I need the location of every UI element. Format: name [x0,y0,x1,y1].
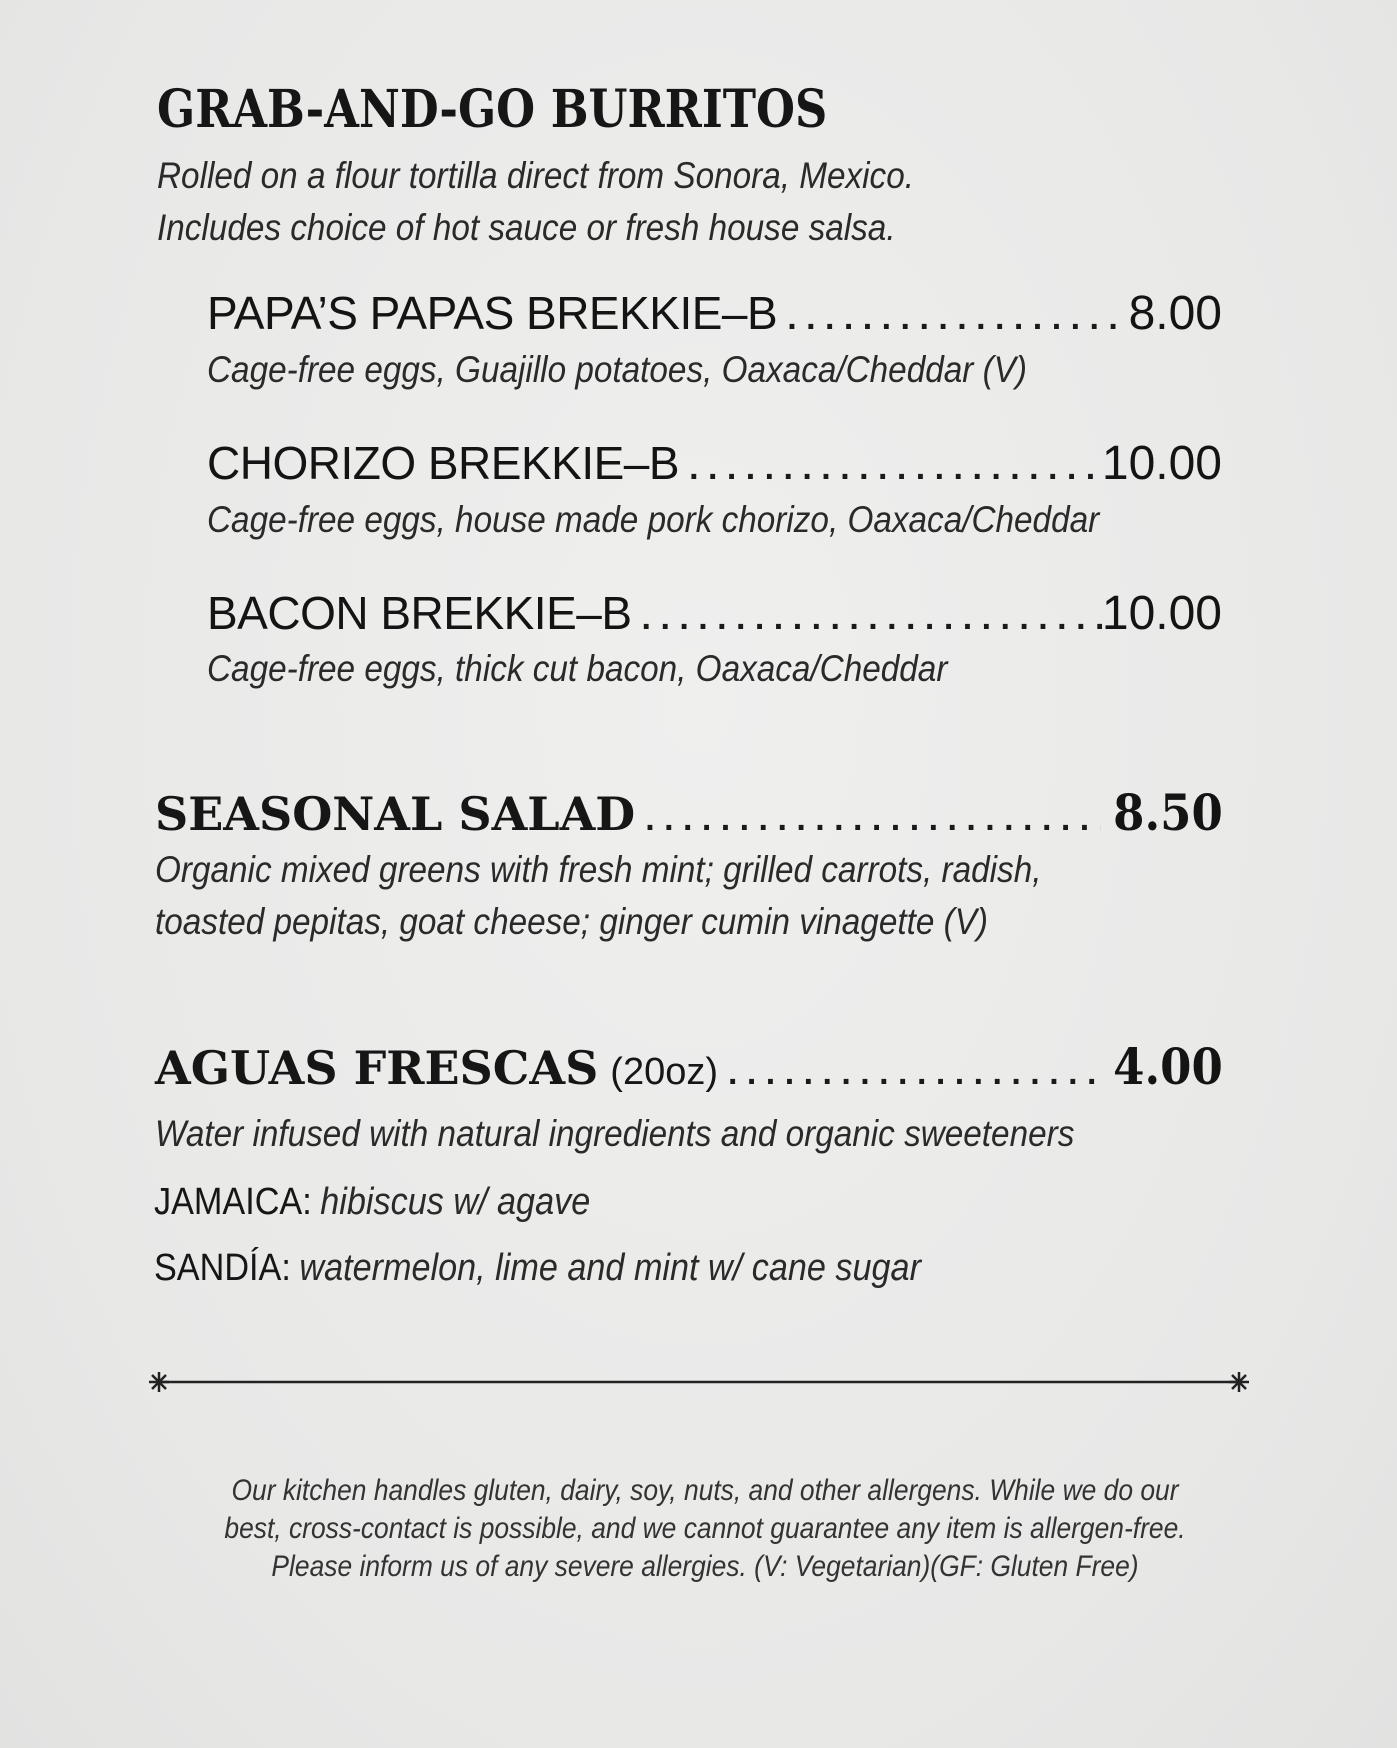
burritos-intro-line2: Includes choice of hot sauce or fresh house salsa. [157,207,896,248]
burritos-intro-line1: Rolled on a flour tortilla direct from Sonora, Mexico. [157,155,914,196]
burritos-section-title: GRAB-AND-GO BURRITOS [157,79,828,140]
menu-item-papas-papas [207,287,1222,340]
menu-item-seasonal-salad [155,783,1223,842]
salad-description-line2: toasted pepitas, goat cheese; ginger cumin vinagette (V) [155,901,989,942]
disclaimer-line2: best, cross-contact is possible, and we cannot guarantee any item is allergen-free. [224,1512,1186,1545]
item-name: BACON BREKKIE–B [207,587,632,639]
item-description: Cage-free eggs, Guajillo potatoes, Oaxaca/Cheddar (V) [207,349,1027,390]
disclaimer-line1: Our kitchen handles gluten, dairy, soy, nuts, and other allergens. While we do our [231,1474,1179,1507]
dot-leader [718,1056,1101,1090]
item-description: Cage-free eggs, thick cut bacon, Oaxaca/Cheddar [207,648,948,689]
ornamental-divider [145,1370,1253,1410]
disclaimer-line3: Please inform us of any severe allergies. (V: Vegetarian)(GF: Gluten Free) [271,1550,1139,1583]
allergen-disclaimer [150,1472,1260,1586]
aguas-title: AGUAS FRESCAS [155,1041,599,1095]
salad-title: SEASONAL SALAD [155,787,636,841]
aguas-size: (20oz) [610,1051,719,1093]
item-name: PAPA’S PAPAS BREKKIE–B [207,287,778,339]
menu-item-bacon [207,587,1222,640]
dot-leader [632,601,1102,635]
item-price: 10.00 [1101,437,1222,490]
aguas-price: 4.00 [1113,1037,1223,1096]
item-price: 10.00 [1101,587,1222,640]
salad-price: 8.50 [1113,783,1223,842]
flavor-sandia [154,1246,921,1290]
aguas-description: Water infused with natural ingredients and organic sweeteners [155,1113,1075,1154]
menu-item-chorizo [207,437,1222,490]
flavor-name: SANDÍA: [154,1247,291,1289]
flavor-name: JAMAICA: [154,1181,312,1223]
dot-leader [777,301,1128,335]
salad-description-line1: Organic mixed greens with fresh mint; grilled carrots, radish, [155,849,1042,890]
dot-leader [679,451,1102,485]
item-price: 8.00 [1128,287,1222,340]
item-description: Cage-free eggs, house made pork chorizo, Oaxaca/Cheddar [207,499,1100,540]
asterisk-right-icon [1229,1372,1249,1392]
salad-description [155,844,1041,948]
menu-item-aguas-frescas [155,1037,1223,1096]
flavor-description: watermelon, lime and mint w/ cane sugar [299,1247,921,1289]
dot-leader [635,802,1101,836]
item-name: CHORIZO BREKKIE–B [207,437,680,489]
burritos-intro [157,150,914,254]
asterisk-left-icon [149,1372,169,1392]
flavor-description: hibiscus w/ agave [320,1181,591,1223]
flavor-jamaica [154,1180,590,1224]
